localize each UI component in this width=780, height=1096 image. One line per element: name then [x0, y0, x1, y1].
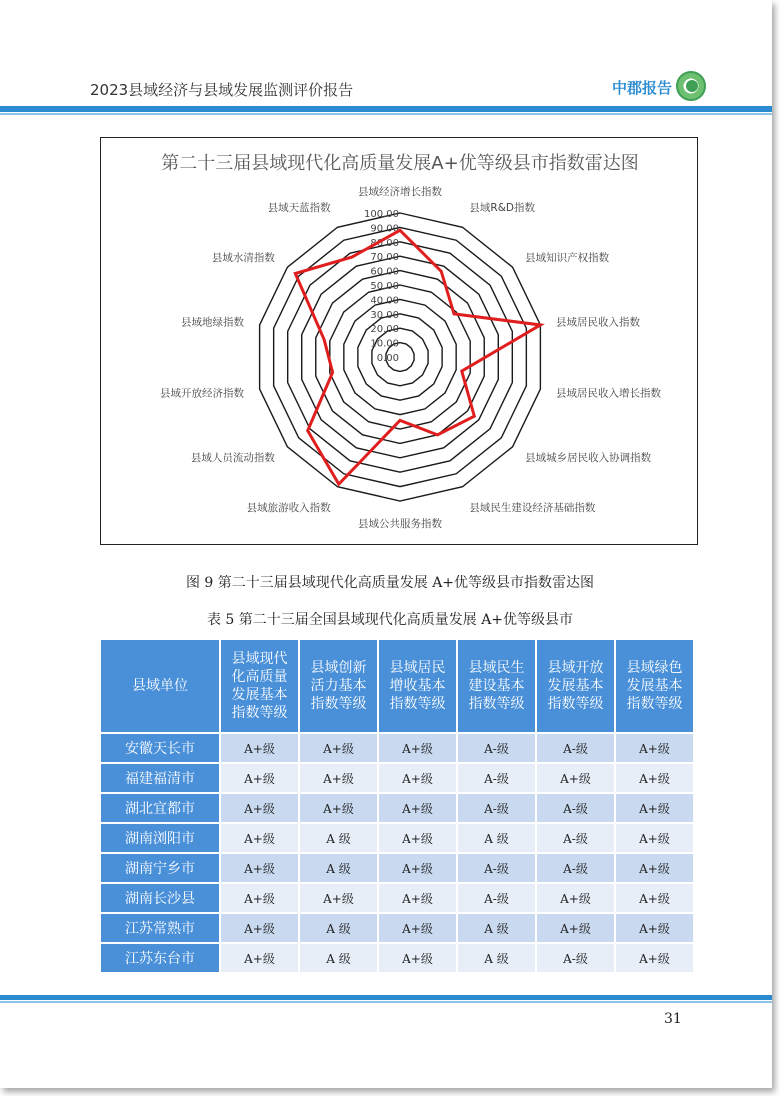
grade-cell: A+级 [220, 793, 299, 823]
grade-cell: A+级 [378, 823, 457, 853]
table-row [100, 883, 694, 913]
column-header-line: 指数等级 [626, 696, 683, 712]
column-header-line: 发展基本 [626, 678, 683, 694]
grade-cell: A 级 [299, 853, 378, 883]
axis-label: 县域旅游收入指数 [246, 502, 331, 515]
column-header-line: 指数等级 [310, 696, 367, 712]
brand-logo-icon [676, 71, 706, 101]
column-header-line: 县域居民 [389, 660, 446, 676]
column-header [220, 639, 299, 733]
grade-cell: A-级 [536, 853, 615, 883]
grade-table [99, 638, 695, 974]
grade-cell: A-级 [457, 883, 536, 913]
tick-label: 10.00 [370, 338, 399, 350]
tick-label: 100.00 [364, 209, 399, 220]
tick-label: 40.00 [370, 295, 399, 307]
header-rule-thin [0, 113, 772, 115]
county-name-cell: 安徽天长市 [100, 733, 220, 763]
column-header-line: 指数等级 [389, 696, 446, 712]
grade-cell: A 级 [457, 823, 536, 853]
column-header-line: 指数等级 [468, 696, 525, 712]
radar-svg [101, 138, 697, 544]
column-header [457, 639, 536, 733]
grade-cell: A-级 [457, 763, 536, 793]
column-header-line: 发展基本 [547, 678, 604, 694]
grade-cell: A+级 [299, 883, 378, 913]
county-name-cell: 江苏常熟市 [100, 913, 220, 943]
column-header [536, 639, 615, 733]
column-header-line: 县域单位 [132, 678, 188, 694]
report-title: 2023县域经济与县域发展监测评价报告 [90, 81, 354, 99]
axis-label: 县域R&D指数 [469, 201, 535, 214]
grade-cell: A-级 [536, 823, 615, 853]
grade-cell: A+级 [220, 823, 299, 853]
county-name-cell: 湖南长沙县 [100, 883, 220, 913]
grade-cell: A+级 [615, 763, 694, 793]
header-rule [0, 106, 772, 112]
grade-cell: A+级 [220, 883, 299, 913]
column-header-line: 指数等级 [547, 696, 604, 712]
column-header [299, 639, 378, 733]
table-row [100, 793, 694, 823]
grade-cell: A+级 [378, 733, 457, 763]
axis-label: 县域城乡居民收入协调指数 [525, 451, 652, 464]
axis-label: 县域天蓝指数 [267, 201, 331, 214]
column-header-line: 县域绿色 [626, 660, 683, 676]
axis-label: 县域民生建设经济基础指数 [469, 502, 596, 515]
axis-label: 县域经济增长指数 [358, 186, 442, 198]
grade-cell: A+级 [378, 763, 457, 793]
county-name-cell: 湖北宜都市 [100, 793, 220, 823]
figure-caption: 图 9 第二十三届县域现代化高质量发展 A+优等级县市指数雷达图 [185, 575, 595, 591]
grade-cell: A+级 [536, 913, 615, 943]
column-header-line: 活力基本 [310, 678, 367, 694]
column-header-line: 建设基本 [468, 678, 525, 694]
table-row [100, 823, 694, 853]
grade-cell: A+级 [299, 763, 378, 793]
county-name-cell: 福建福清市 [100, 763, 220, 793]
grade-cell: A+级 [615, 733, 694, 763]
axis-label: 县域居民收入增长指数 [555, 387, 661, 400]
grade-cell: A-级 [457, 793, 536, 823]
column-header [615, 639, 694, 733]
column-header-line: 县域创新 [310, 660, 367, 676]
footer-rule [0, 995, 772, 1000]
grade-cell: A+级 [220, 733, 299, 763]
grade-cell: A+级 [615, 943, 694, 973]
radar-chart [100, 137, 698, 545]
county-name-cell: 湖南浏阳市 [100, 823, 220, 853]
grade-cell: A+级 [615, 793, 694, 823]
grade-cell: A+级 [220, 913, 299, 943]
grade-cell: A+级 [220, 853, 299, 883]
grade-cell: A-级 [457, 733, 536, 763]
table-row [100, 943, 694, 973]
column-header [378, 639, 457, 733]
grade-cell: A+级 [299, 793, 378, 823]
axis-label: 县域人员流动指数 [190, 451, 275, 464]
footer-rule-thin [0, 1001, 772, 1003]
tick-label: 0.00 [376, 353, 399, 364]
table-row [100, 913, 694, 943]
table-row [100, 853, 694, 883]
axis-label: 县域居民收入指数 [555, 316, 640, 329]
grade-cell: A+级 [378, 943, 457, 973]
column-header-line: 县域现代 [231, 651, 288, 667]
chart-title: 第二十三届县域现代化高质量发展A+优等级县市指数雷达图 [161, 153, 639, 174]
grade-cell: A-级 [536, 793, 615, 823]
grid-ring [344, 299, 456, 414]
grade-cell: A-级 [536, 733, 615, 763]
county-name-cell: 江苏东台市 [100, 943, 220, 973]
axis-label: 县域水清指数 [211, 252, 275, 265]
column-header-line: 县域开放 [547, 660, 604, 676]
tick-label: 50.00 [370, 281, 399, 292]
grade-cell: A+级 [615, 913, 694, 943]
axis-label: 县域知识产权指数 [525, 252, 610, 265]
axis-label: 县域开放经济指数 [160, 387, 245, 400]
axis-label: 县域公共服务指数 [358, 518, 442, 530]
grid-ring [316, 271, 484, 444]
tick-label: 30.00 [370, 309, 399, 321]
grid-ring [288, 242, 513, 472]
tick-label: 80.00 [370, 237, 399, 249]
table-header-row [100, 639, 694, 733]
grade-cell: A 级 [299, 823, 378, 853]
grade-cell: A+级 [615, 853, 694, 883]
grade-cell: A 级 [457, 943, 536, 973]
grade-cell: A+级 [220, 763, 299, 793]
county-name-cell: 湖南宁乡市 [100, 853, 220, 883]
table-row [100, 763, 694, 793]
grade-cell: A+级 [536, 763, 615, 793]
grade-cell: A+级 [536, 883, 615, 913]
grade-cell: A-级 [457, 853, 536, 883]
grade-cell: A+级 [378, 913, 457, 943]
grade-cell: A 级 [299, 913, 378, 943]
grade-cell: A+级 [378, 853, 457, 883]
tick-label: 60.00 [370, 266, 399, 278]
grade-cell: A 级 [299, 943, 378, 973]
column-header-line: 县域民生 [468, 660, 525, 676]
column-header-line: 指数等级 [231, 705, 288, 721]
grade-cell: A+级 [220, 943, 299, 973]
grade-cell: A+级 [378, 793, 457, 823]
table-row [100, 733, 694, 763]
grade-cell: A-级 [536, 943, 615, 973]
column-header [100, 639, 220, 733]
grid-ring [302, 256, 499, 458]
grid-ring [330, 285, 470, 429]
column-header-line: 增收基本 [389, 678, 446, 694]
column-header-line: 发展基本 [231, 687, 288, 703]
tick-label: 70.00 [370, 252, 399, 264]
grade-cell: A 级 [457, 913, 536, 943]
column-header-line: 化高质量 [231, 669, 288, 685]
grade-cell: A+级 [615, 883, 694, 913]
grade-cell: A+级 [615, 823, 694, 853]
table-body [100, 733, 694, 973]
tick-label: 90.00 [370, 223, 399, 235]
grade-cell: A+级 [299, 733, 378, 763]
brand-name: 中郡报告 [612, 79, 673, 97]
tick-label: 20.00 [370, 324, 399, 336]
table-caption: 表 5 第二十三届全国县域现代化高质量发展 A+优等级县市 [206, 612, 574, 628]
grade-cell: A+级 [378, 883, 457, 913]
page-number: 31 [664, 1011, 682, 1027]
axis-label: 县域地绿指数 [181, 316, 245, 329]
